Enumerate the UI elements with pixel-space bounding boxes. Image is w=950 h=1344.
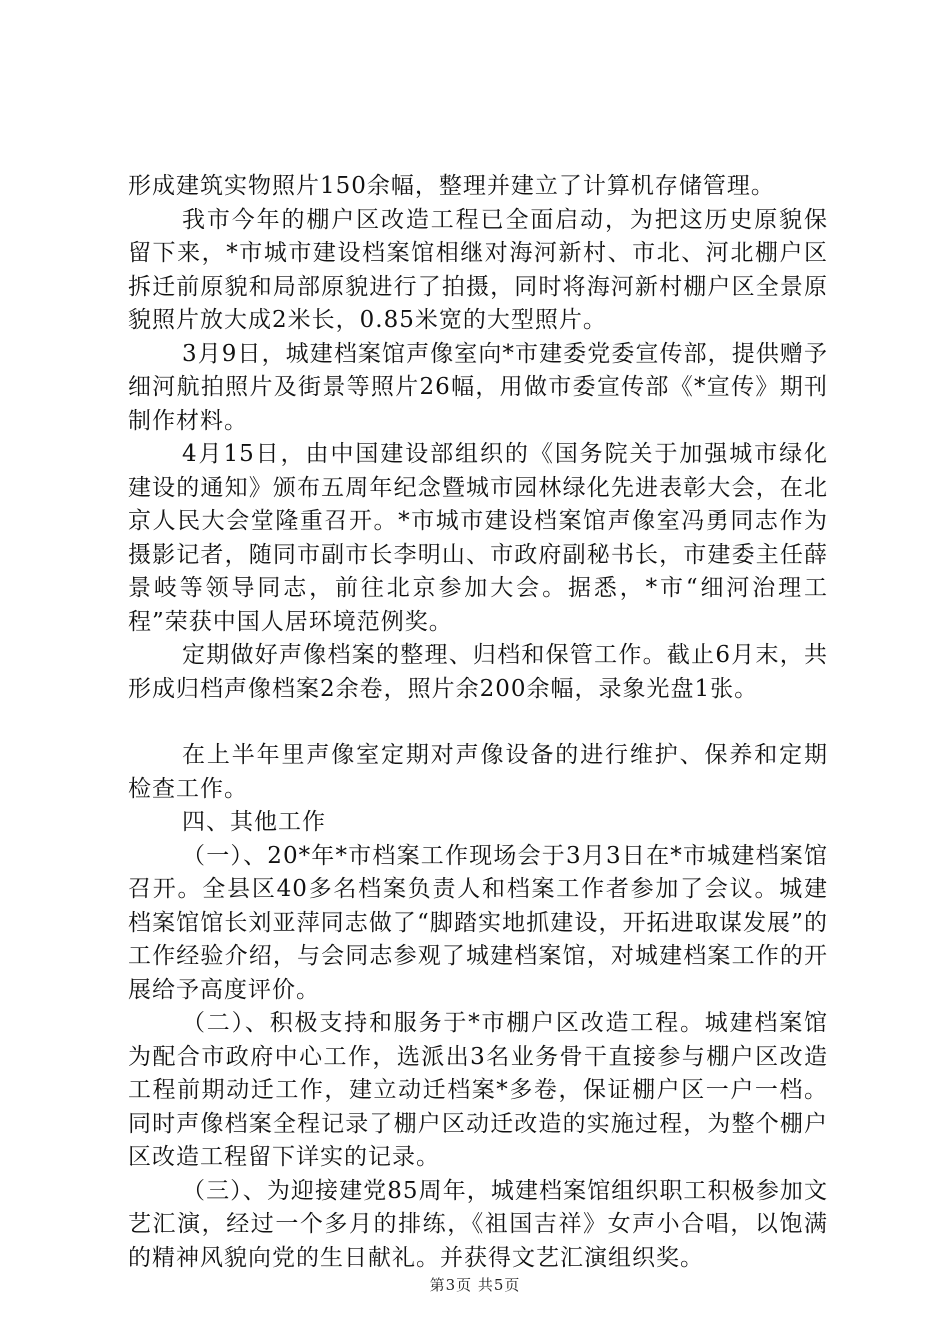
paragraph-shantytown-photos: 我市今年的棚户区改造工程已全面启动，为把这历史原貌保留下来，*市城市建设档案馆相继对海河新村、市北、河北棚户区拆迁前原貌和局部原貌进行了拍摄，同时将海河新村棚户区全景原貌照片放大成2米长，0.85米宽的大型照片。: [128, 206, 828, 333]
paragraph-archive-organizing: 定期做好声像档案的整理、归档和保管工作。截止6月末，共形成归档声像档案2余卷，照片余200余幅，录象光盘1张。: [128, 642, 828, 702]
paragraph-equipment-maintenance: 在上半年里声像室定期对声像设备的进行维护、保养和定期检查工作。: [128, 742, 828, 802]
paragraph-spacer: [128, 706, 828, 739]
page-number-footer: 第3页 共5页: [429, 1276, 521, 1294]
document-body: [128, 170, 828, 1275]
paragraph-item-three: （三）、为迎接建党85周年，城建档案馆组织职工积极参加文艺汇演，经过一个多月的排练，《祖国吉祥》女声小合唱，以饱满的精神风貌向党的生日献礼。并获得文艺汇演组织奖。: [128, 1177, 828, 1271]
paragraph-march-9: 3月9日，城建档案馆声像室向*市建委党委宣传部，提供赠予细河航拍照片及街景等照片26幅，用做市委宣传部《*宣传》期刊制作材料。: [128, 340, 828, 434]
paragraph-april-15: 4月15日，由中国建设部组织的《国务院关于加强城市绿化建设的通知》颁布五周年纪念暨城市园林绿化先进表彰大会，在北京人民大会堂隆重召开。*市城市建设档案馆声像室冯勇同志作为摄影记者，随同市副市长李明山、市政府副秘书长，市建委主任薛景岐等领导同志，前往北京参加大会。据悉，*市“细河治理工程”荣获中国人居环境范例奖。: [128, 441, 828, 635]
paragraph-photo-summary: 形成建筑实物照片150余幅，整理并建立了计算机存储管理。: [128, 173, 775, 199]
paragraph-item-one: （一）、20*年*市档案工作现场会于3月3日在*市城建档案馆召开。全县区40多名档案负责人和档案工作者参加了会议。城建档案馆馆长刘亚萍同志做了“脚踏实地抓建设，开拓进取谋发展”的工作经验介绍，与会同志参观了城建档案馆，对城建档案工作的开展给予高度评价。: [128, 842, 828, 1003]
section-heading-other-work: 四、其他工作: [182, 809, 326, 835]
paragraph-item-two: （二）、积极支持和服务于*市棚户区改造工程。城建档案馆为配合市政府中心工作，选派出3名业务骨干直接参与棚户区改造工程前期动迁工作，建立动迁档案*多卷，保证棚户区一户一档。同时声像档案全程记录了棚户区动迁改造的实施过程，为整个棚户区改造工程留下详实的记录。: [128, 1010, 828, 1170]
